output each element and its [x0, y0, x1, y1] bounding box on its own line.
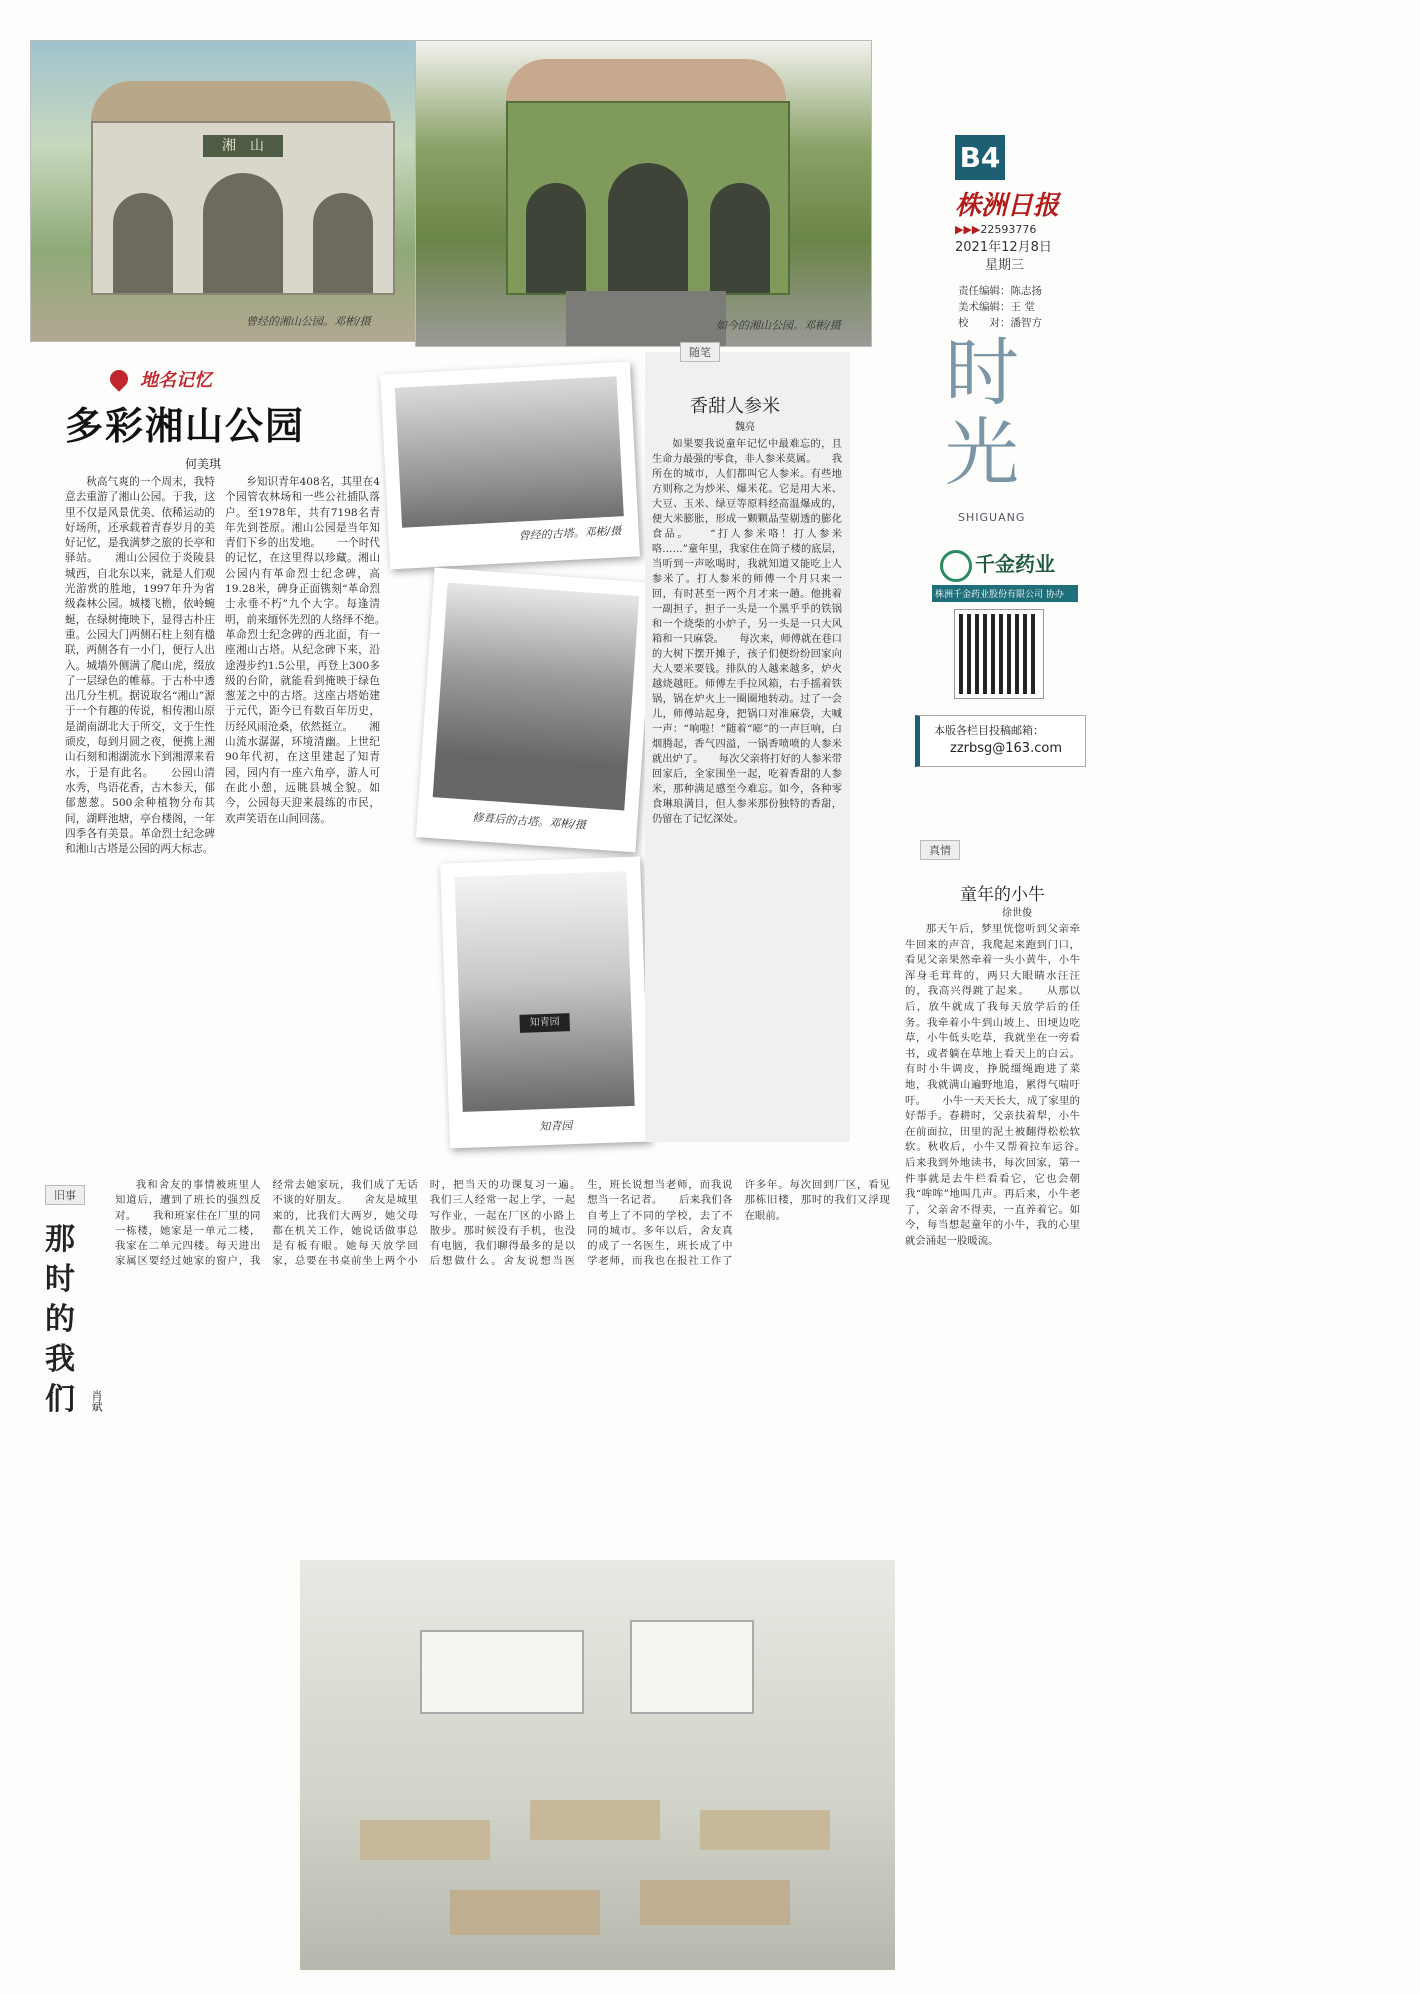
window [420, 1630, 584, 1714]
desk [530, 1800, 660, 1840]
pavilion-plaque: 知青园 [519, 1013, 570, 1033]
arrows-icon: ▶▶▶ [955, 223, 981, 236]
ginseng-article-author: 魏亮 [735, 422, 755, 433]
desk [700, 1810, 830, 1850]
old-gate-wall [91, 121, 395, 295]
pin-icon [106, 366, 131, 391]
phone-number: 22593776 [980, 223, 1037, 236]
new-tower-photo [416, 568, 654, 853]
new-gate-arch-center [608, 163, 688, 293]
main-article-column-2 [225, 475, 402, 1155]
editor-line: 责任编辑：陈志扬 [958, 285, 1042, 297]
desk [450, 1890, 600, 1935]
calf-article-title: 童年的小牛 [960, 885, 1045, 905]
editor-line: 校 对：潘智方 [958, 317, 1042, 329]
those-days-title [45, 1220, 79, 1420]
paper-name: 株洲日报 [955, 191, 1060, 221]
main-article-text: 乡知识青年408名，其里在4个园管农林场和一些公社插队落户。至1978年，共有7198名青年先到苍原。湘山公园是当年知青们下乡的出发地。 一个时代的记忆，在这里得以珍藏。湘山公园内有革命烈士纪念碑，高19.28米，碑身正面镌刻“革命烈士永垂不朽”九个大字。每逢清明，前来缅怀先烈的人络绎不绝。 革命烈士纪念碑的西北面，有一座湘山古塔。从纪念碑下来，沿途漫步约1.5公里，再登上300多级的台阶，就能看到掩映于绿色葱茏之中的古塔。这座古塔始建于元代，距今已有数百年历史，历经风雨沧桑，依然挺立。 湘山流水潺潺，环境清幽。上世纪90年代初，在这里建起了知青园，园内有一座六角亭，游人可在此小憩，远眺县城全貌。如今，公园每天迎来晨练的市民，欢声笑语在山间回荡。 [225, 476, 402, 825]
ginseng-article-text: 如果要我说童年记忆中最难忘的，且生命力最强的零食，非人参米莫属。 我所在的城市，人们都叫它人参米。有些地方则称之为炒米、爆米花。它是用大米、大豆、玉米、绿豆等原料经高温爆成的，便大米膨胀，形成一颗颗晶莹剔透的膨化食品。 “打人参米咯！打人参米咯……”童年里，我家住在筒子楼的底层，当听到一声吆喝时，我就知道又能吃上人参米了。打人参米的师傅一个月只来一回，有时甚至一两个月才来一趟。他挑着一副担子，担子一头是一个黑乎乎的铁锅和一个烧柴的小炉子，另一头是一只大风箱和一只麻袋。 每次来，师傅就在巷口的大树下摆开摊子，孩子们便纷纷回家向大人要米要钱。排队的人越来越多，炉火越烧越旺。师傅左手拉风箱，右手摇着铁锅，锅在炉火上一圈圈地转动。过了一会儿，师傅站起身，把锅口对准麻袋，大喊一声：“响啦！”随着“嘭”的一声巨响，白烟腾起，香气四溢，一锅香喷喷的人参米就出炉了。 每次父亲将打好的人参米带回家后，全家围坐一起，吃着香甜的人参米，那种满足感至今难忘。如今，各种零食琳琅满目，但人参米那份独特的香甜，仍留在了记忆深处。 [652, 439, 842, 825]
editor-list [958, 283, 1042, 331]
phone-line [955, 222, 1036, 238]
road [566, 291, 726, 346]
title-char: 的 [45, 1302, 75, 1337]
new-park-caption: 如今的湘山公园。邓彬/摄 [716, 319, 841, 332]
pavilion-image [455, 871, 635, 1112]
sponsor-logo-icon [940, 550, 972, 582]
sponsor-name: 千金药业 [975, 552, 1055, 576]
issue-weekday: 星期三 [985, 258, 1025, 273]
editor-line: 美术编辑：王 堂 [958, 301, 1035, 313]
desk [360, 1820, 490, 1860]
new-park-gate-photo [415, 40, 872, 347]
old-park-gate-photo [30, 40, 432, 342]
column-tag-old-story: 旧事 [45, 1185, 85, 1205]
new-tower-image [433, 583, 640, 811]
column-tag-essay: 随笔 [680, 342, 720, 362]
main-article-title: 多彩湘山公园 [65, 404, 306, 448]
new-gate-arch-right [710, 183, 770, 293]
title-char: 时 [45, 1262, 75, 1297]
title-char: 那 [45, 1222, 75, 1257]
page-code-badge: B4 [955, 135, 1005, 180]
title-char: 们 [45, 1382, 75, 1417]
old-tower-photo [380, 362, 640, 570]
those-days-body [115, 1178, 890, 1378]
pavilion-photo [440, 857, 650, 1149]
calf-article-text: 那天午后，梦里恍惚听到父亲牵牛回来的声音，我爬起来跑到门口，看见父亲果然牵着一头小黄牛，小牛浑身毛茸茸的，两只大眼睛水汪汪的，我高兴得跳了起来。 从那以后，放牛就成了我每天放学后的任务。我牵着小牛到山坡上、田埂边吃草，小牛低头吃草，我就坐在一旁看书，或者躺在草地上看天上的白云。有时小牛调皮，挣脱缰绳跑进了菜地，我就满山遍野地追，累得气喘吁吁。 小牛一天天长大，成了家里的好帮手。春耕时，父亲扶着犁，小牛在前面拉，田里的泥土被翻得松松软软。秋收后，小牛又帮着拉车运谷。 后来我到外地读书，每次回家，第一件事就是去牛栏看看它，它也会朝我“哞哞”地叫几声。再后来，小牛老了，父亲舍不得卖，一直养着它。如今，每当想起童年的小牛，我的心里就会涌起一股暖流。 [905, 923, 1101, 1247]
column-tag-affection: 真情 [920, 840, 960, 860]
pavilion-caption: 知青园 [539, 1119, 573, 1134]
old-gate-arch-right [313, 193, 373, 293]
old-park-caption: 曾经的湘山公园。邓彬/摄 [246, 315, 371, 328]
section-title-char-1: 时 [945, 330, 1019, 416]
contact-box [915, 715, 1086, 767]
qr-code [955, 610, 1043, 698]
issue-date: 2021年12月8日 [955, 240, 1052, 255]
new-gate-roof [506, 59, 786, 105]
calf-article-body [905, 922, 1101, 1967]
ginseng-article-body [652, 437, 842, 1117]
contact-email[interactable]: zzrbsg@163.com [950, 741, 1062, 756]
old-tower-image [395, 376, 624, 527]
title-char: 我 [45, 1342, 75, 1377]
new-gate-arch-left [526, 183, 586, 293]
those-days-author: 肖斌 [90, 1390, 103, 1412]
ginseng-article-title: 香甜人参米 [690, 396, 780, 417]
window [630, 1620, 754, 1714]
old-tower-caption: 曾经的古塔。邓彬/摄 [518, 524, 622, 543]
new-tower-caption: 修葺后的古塔。邓彬/摄 [471, 810, 587, 832]
desk [640, 1880, 790, 1925]
those-days-text: 我和舍友的事情被班里人知道后，遭到了班长的强烈反对。 我和班家住在厂里的同一栋楼，她家是一单元二楼，我家在二单元四楼。每天进出家属区要经过她家的窗户，我经常去她家玩，我们成了无话不谈的好朋友。 舍友是城里来的，比我们大两岁，她父母都在机关工作，她说话做事总是有板有眼。她每天放学回家，总要在书桌前坐上两个小时，把当天的功课复习一遍。 我们三人经常一起上学，一起写作业，一起在厂区的小路上散步。那时候没有手机，也没有电脑，我们聊得最多的是以后想做什么。舍友说想当医生，班长说想当老师，而我说想当一名记者。 后来我们各自考上了不同的学校，去了不同的城市。多年以后，舍友真的成了一名医生，班长成了中学老师，而我也在报社工作了许多年。每次回到厂区，看见那栋旧楼，那时的我们又浮现在眼前。 [115, 1179, 890, 1268]
main-article-column-1 [65, 475, 215, 1155]
old-gate-arch-left [113, 193, 173, 293]
main-article-text: 秋高气爽的一个周末，我特意去重游了湘山公园。于我，这里不仅是风景优美、依稀运动的好场所，还承载着青春岁月的美好记忆，是我满梦之旅的长亭和驿站。 湘山公园位于炎陵县城西，自北东以来，就是人们观光游赏的胜地，1997年升为省级森林公园。城楼飞檐，依岭蜿蜒，在绿树掩映下，显得古朴庄重。公园大门两侧石柱上刻有楹联，两侧各有一小门，便行人出入。城墙外侧满了爬山虎，缀放了一层绿色的帷幕。于古朴中透出几分生机。据说取名“湘山”源于一个有趣的传说，相传湘山原是湖南湖北大于所交，文于生性顽皮，每到月圆之夜，便携上湘山石刻和湘湖流水下到湘潭来看水，于是有此名。 公园山清水秀，鸟语花香，古木参天，郁郁葱葱。500余种植物分布其间，湖畔池塘，亭台楼阁，一年四季各有美景。革命烈士纪念碑和湘山古塔是公园的两大标志。 [65, 476, 215, 856]
old-gate-arch-center [203, 173, 283, 293]
old-gate-plaque: 湘 山 [203, 135, 283, 157]
contact-label: 本版各栏目投稿邮箱： [934, 724, 1044, 737]
section-title-char-2: 光 [945, 410, 1019, 496]
new-gate-wall [506, 101, 790, 295]
calf-article-author: 徐世俊 [1002, 908, 1032, 919]
section-pinyin: SHIGUANG [958, 511, 1026, 524]
column-tag-place-memory: 地名记忆 [140, 370, 212, 391]
main-article-author: 何美琪 [185, 457, 222, 471]
classroom-illustration [300, 1560, 895, 1970]
sponsor-line: 株洲千金药业股份有限公司 协办 [932, 585, 1078, 602]
old-gate-roof [91, 81, 391, 125]
